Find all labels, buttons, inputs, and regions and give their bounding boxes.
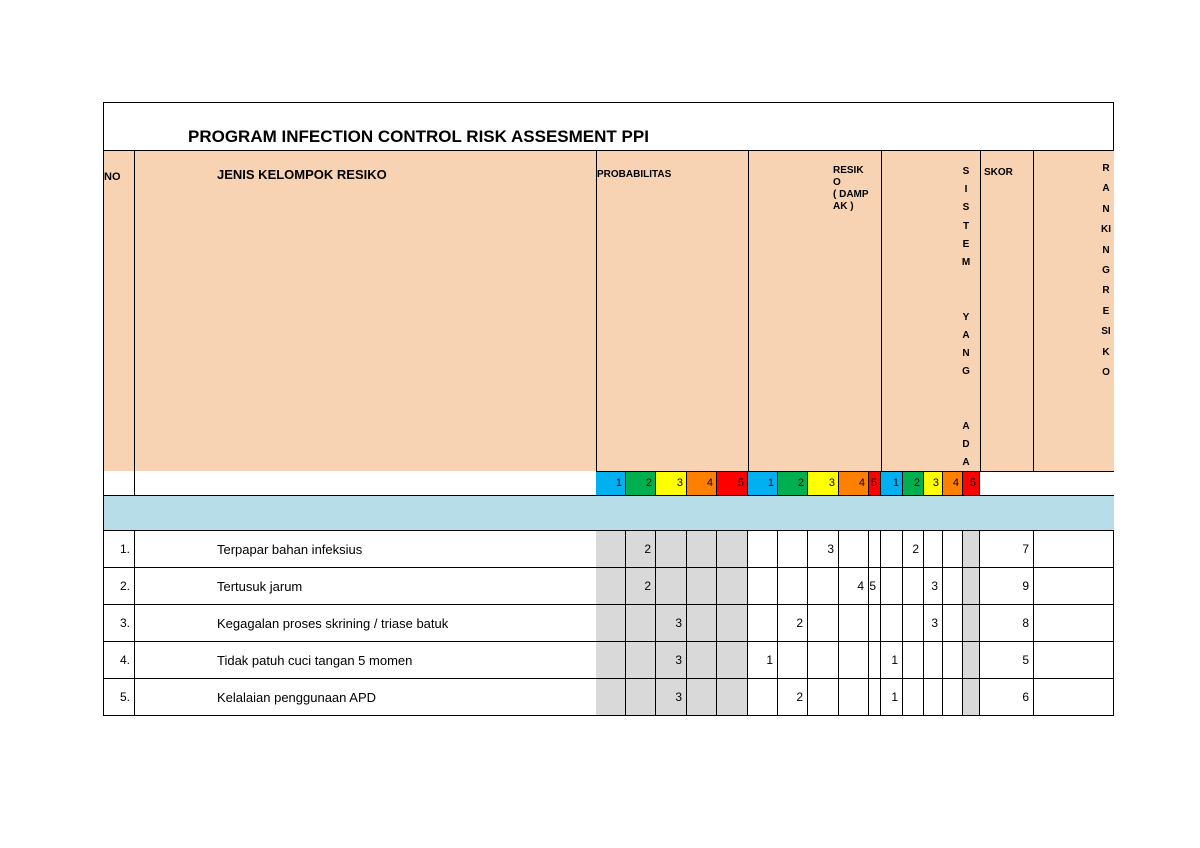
sistem-letter: M [961, 256, 971, 268]
sistem-cell [881, 531, 903, 568]
sistem-cell [943, 531, 963, 568]
prob-cell: 3 [656, 605, 687, 642]
sistem-cell [924, 679, 943, 716]
prob-cell [596, 605, 626, 642]
prob-cell [717, 568, 748, 605]
row-no: 4. [104, 642, 135, 679]
prob-cell [596, 568, 626, 605]
header-ranking-resiko [1099, 159, 1113, 383]
row-jenis: Tidak patuh cuci tangan 5 momen [135, 642, 597, 679]
row-rank [1034, 568, 1114, 605]
row-no: 3. [104, 605, 135, 642]
header-resiko-dampak: RESIK O ( DAMP AK ) [833, 165, 869, 212]
sistem-cell [943, 642, 963, 679]
dampak-cell [869, 605, 881, 642]
skor-level-blank [980, 471, 1033, 496]
sistem-cell [903, 605, 924, 642]
dampak-cell [808, 642, 839, 679]
prob-cell [656, 568, 687, 605]
sistem-cell: 2 [903, 531, 924, 568]
dampak-level-5: 5 [869, 471, 881, 495]
prob-cell [687, 679, 717, 716]
row-skor: 7 [980, 531, 1034, 568]
prob-cell [717, 531, 748, 568]
ranking-letter: N [1102, 203, 1110, 215]
sistem-cell: 3 [924, 568, 943, 605]
sistem-cell: 1 [881, 679, 903, 716]
prob-cell [687, 568, 717, 605]
header-sistem-yang-ada [959, 163, 973, 472]
dampak-cell [778, 531, 808, 568]
sistem-letter [959, 290, 973, 308]
row-no: 2. [104, 568, 135, 605]
row-jenis: Tertusuk jarum [135, 568, 597, 605]
dampak-cell [748, 531, 778, 568]
prob-cell [717, 605, 748, 642]
row-jenis: Kelalaian penggunaan APD [135, 679, 597, 716]
dampak-cell [869, 531, 881, 568]
sistem-level-4: 4 [943, 471, 963, 495]
sistem-letter: S [962, 166, 970, 177]
sistem-cell [963, 605, 980, 642]
row-rank [1034, 642, 1114, 679]
prob-cell: 3 [656, 679, 687, 716]
sistem-cell [881, 605, 903, 642]
ranking-letter: R [1102, 285, 1110, 297]
sistem-level-1: 1 [881, 471, 903, 495]
prob-cell [687, 531, 717, 568]
prob-level-4: 4 [687, 471, 717, 495]
sistem-cell [903, 568, 924, 605]
dampak-level-4: 4 [839, 471, 869, 495]
header-no: NO [104, 171, 121, 183]
header-skor: SKOR [984, 167, 1013, 178]
dampak-cell [839, 679, 869, 716]
dampak-cell: 4 [839, 568, 869, 605]
dampak-cell [839, 605, 869, 642]
prob-cell [626, 605, 656, 642]
dampak-cell [778, 568, 808, 605]
prob-cell [626, 642, 656, 679]
prob-cell [596, 642, 626, 679]
prob-cell: 3 [656, 642, 687, 679]
sistem-level-5: 5 [963, 471, 980, 495]
dampak-level-1: 1 [748, 471, 778, 495]
dampak-cell: 3 [808, 531, 839, 568]
dampak-cell [748, 568, 778, 605]
rank-level-blank [1033, 471, 1114, 496]
dampak-cell [869, 679, 881, 716]
row-rank [1034, 531, 1114, 568]
sistem-cell: 3 [924, 605, 943, 642]
row-skor: 6 [980, 679, 1034, 716]
dampak-cell: 1 [748, 642, 778, 679]
row-rank [1034, 605, 1114, 642]
dampak-cell [839, 642, 869, 679]
dampak-cell [808, 568, 839, 605]
dampak-cell: 2 [778, 679, 808, 716]
ranking-letter: SI [1101, 326, 1111, 338]
dampak-cell [808, 679, 839, 716]
row-skor: 9 [980, 568, 1034, 605]
sistem-cell [943, 605, 963, 642]
sistem-letter: D [962, 438, 970, 450]
row-no: 1. [104, 531, 135, 568]
dampak-level-2: 2 [778, 471, 808, 495]
dampak-cell [748, 679, 778, 716]
sistem-cell [881, 568, 903, 605]
ranking-letter: R [1102, 163, 1110, 174]
sistem-letter: S [962, 202, 970, 214]
page-title: PROGRAM INFECTION CONTROL RISK ASSESMENT PPI [188, 127, 649, 146]
sistem-cell [963, 679, 980, 716]
sistem-cell [943, 568, 963, 605]
ranking-letter: O [1102, 366, 1110, 378]
sistem-letter: N [962, 347, 970, 359]
ranking-letter: A [1102, 183, 1110, 195]
sistem-letter: T [962, 220, 970, 232]
row-jenis: Kegagalan proses skrining / triase batuk [135, 605, 597, 642]
sistem-letter: E [962, 238, 970, 250]
prob-level-5: 5 [717, 471, 748, 495]
dampak-cell [839, 531, 869, 568]
ranking-letter: K [1102, 346, 1110, 358]
header-probabilitas: PROBABILITAS [597, 169, 672, 180]
sistem-cell [963, 642, 980, 679]
sistem-cell [943, 679, 963, 716]
sistem-cell [924, 642, 943, 679]
prob-cell [596, 531, 626, 568]
sistem-level-3: 3 [924, 471, 943, 495]
dampak-cell [778, 642, 808, 679]
risk-assessment-table [103, 102, 1114, 716]
sistem-letter [959, 272, 973, 290]
sistem-letter: I [964, 184, 968, 196]
dampak-cell: 2 [778, 605, 808, 642]
sistem-cell [963, 568, 980, 605]
sistem-letter: A [962, 457, 970, 468]
dampak-cell [808, 605, 839, 642]
sistem-letter: Y [962, 311, 970, 323]
prob-level-3: 3 [656, 471, 687, 495]
dampak-level-3: 3 [808, 471, 839, 495]
sistem-letter: A [962, 329, 970, 341]
ranking-letter: N [1102, 244, 1110, 256]
sistem-cell [924, 531, 943, 568]
prob-cell [687, 605, 717, 642]
row-no: 5. [104, 679, 135, 716]
prob-cell: 2 [626, 568, 656, 605]
sistem-cell: 1 [881, 642, 903, 679]
dampak-cell [748, 605, 778, 642]
sistem-cell [903, 642, 924, 679]
prob-cell [626, 679, 656, 716]
sistem-letter [959, 399, 973, 417]
dampak-cell: 5 [869, 568, 881, 605]
row-skor: 5 [980, 642, 1034, 679]
prob-cell [717, 679, 748, 716]
sistem-letter: G [962, 366, 970, 378]
section-band [104, 496, 1114, 530]
row-skor: 8 [980, 605, 1034, 642]
prob-cell [656, 531, 687, 568]
sistem-level-2: 2 [903, 471, 924, 495]
sistem-cell [903, 679, 924, 716]
prob-cell [717, 642, 748, 679]
prob-cell [596, 679, 626, 716]
sistem-letter [959, 381, 973, 399]
sistem-cell [963, 531, 980, 568]
prob-level-1: 1 [596, 471, 626, 495]
row-jenis: Terpapar bahan infeksius [135, 531, 597, 568]
prob-level-2: 2 [626, 471, 656, 495]
ranking-letter: G [1102, 264, 1110, 276]
prob-cell [687, 642, 717, 679]
ranking-letter: KI [1101, 224, 1111, 236]
ranking-letter: E [1102, 305, 1110, 317]
dampak-cell [869, 642, 881, 679]
prob-cell: 2 [626, 531, 656, 568]
header-jenis: JENIS KELOMPOK RESIKO [217, 167, 387, 182]
row-rank [1034, 679, 1114, 716]
sistem-letter: A [962, 420, 970, 432]
